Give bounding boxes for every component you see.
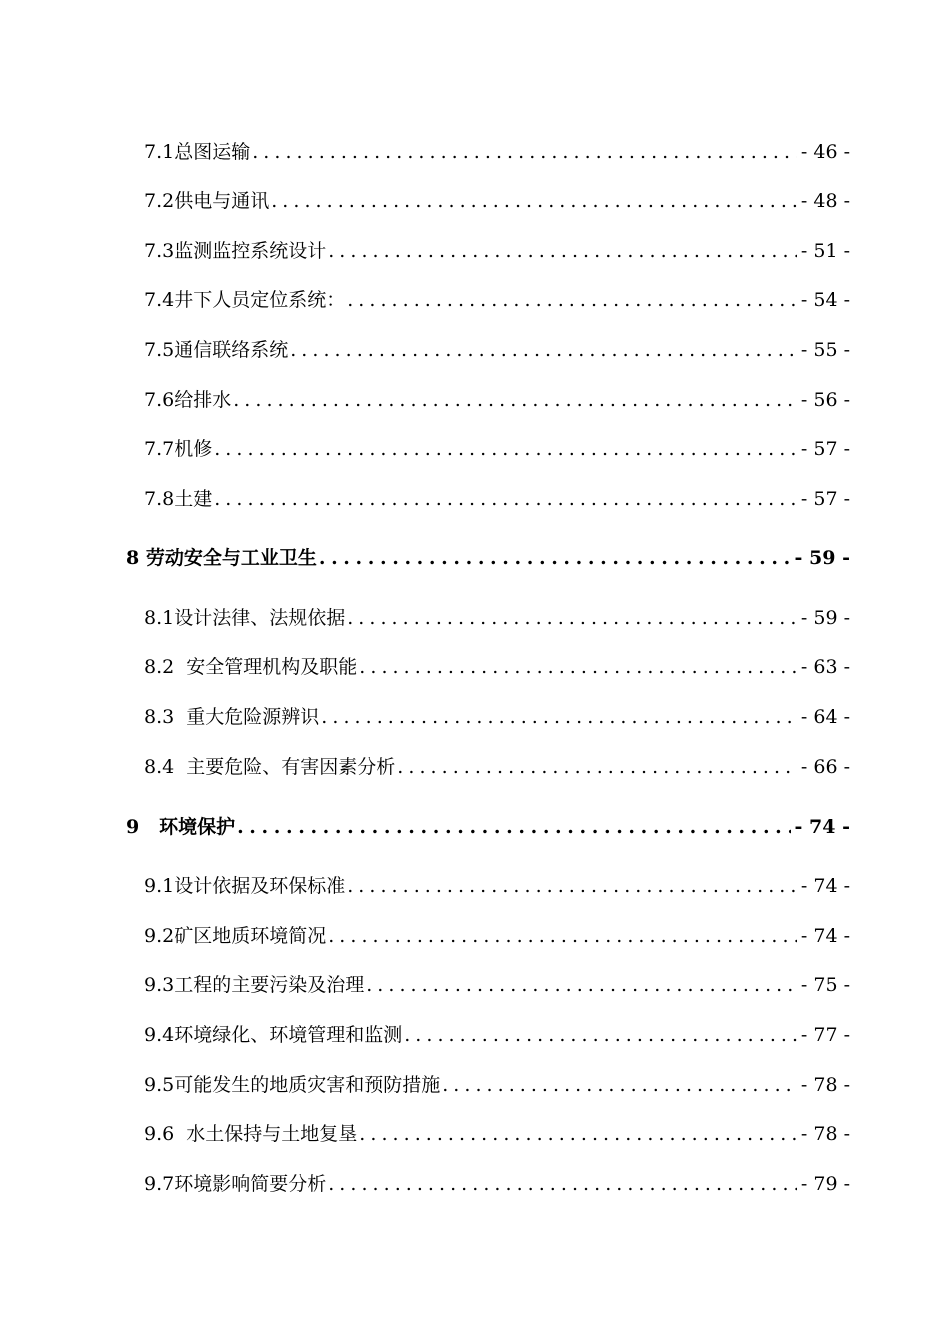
toc-entry-label: 9.2矿区地质环境简况 bbox=[144, 925, 327, 947]
toc-dot-leader bbox=[359, 1119, 797, 1149]
toc-entry-9-6[interactable] bbox=[144, 1119, 850, 1149]
toc-entry-9-2[interactable] bbox=[144, 921, 850, 951]
toc-page-number: - 77 - bbox=[800, 1024, 850, 1046]
toc-entry-8-2[interactable] bbox=[144, 652, 850, 682]
toc-dot-leader bbox=[252, 137, 797, 167]
toc-dot-leader bbox=[359, 652, 797, 682]
toc-entry-8-1[interactable] bbox=[144, 603, 850, 633]
toc-entry-label: 8.2 安全管理机构及职能 bbox=[144, 656, 358, 678]
toc-dot-leader bbox=[290, 335, 797, 365]
toc-entry-label: 7.8土建 bbox=[144, 488, 213, 510]
toc-entry-label: 7.2供电与通讯 bbox=[144, 190, 270, 212]
toc-entry-7-5[interactable] bbox=[144, 335, 850, 365]
toc-entry-label: 8.4 主要危险、有害因素分析 bbox=[144, 756, 396, 778]
toc-entry-9-5[interactable] bbox=[144, 1070, 850, 1100]
toc-page-number: - 63 - bbox=[800, 656, 850, 678]
toc-entry-7-1[interactable] bbox=[144, 137, 850, 167]
toc-entry-7-3[interactable] bbox=[144, 236, 850, 266]
toc-dot-leader bbox=[404, 1020, 797, 1050]
toc-entry-label: 9.3工程的主要污染及治理 bbox=[144, 974, 365, 996]
toc-dot-leader bbox=[237, 812, 790, 842]
toc-page-number: - 79 - bbox=[800, 1173, 850, 1195]
toc-page-number: - 55 - bbox=[800, 339, 850, 361]
toc-entry-label: 9.1设计依据及环保标准 bbox=[144, 875, 346, 897]
toc-entry-label: 9.4环境绿化、环境管理和监测 bbox=[144, 1024, 403, 1046]
toc-dot-leader bbox=[233, 385, 797, 415]
toc-dot-leader bbox=[347, 285, 797, 315]
toc-entry-9-3[interactable] bbox=[144, 970, 850, 1000]
toc-page-number: - 59 - bbox=[800, 607, 850, 629]
toc-entry-7-4[interactable] bbox=[144, 285, 850, 315]
toc-dot-leader bbox=[366, 970, 797, 1000]
toc-dot-leader bbox=[214, 484, 797, 514]
toc-entry-9-4[interactable] bbox=[144, 1020, 850, 1050]
toc-dot-leader bbox=[271, 186, 797, 216]
toc-dot-leader bbox=[328, 1169, 797, 1199]
toc-entry-7-8[interactable] bbox=[144, 484, 850, 514]
toc-entry-label: 8.3 重大危险源辨识 bbox=[144, 706, 320, 728]
toc-page-number: - 75 - bbox=[800, 974, 850, 996]
toc-page-number: - 78 - bbox=[800, 1123, 850, 1145]
toc-chapter-label: 8 劳动安全与工业卫生 bbox=[126, 547, 317, 569]
toc-page-number: - 59 - bbox=[794, 547, 850, 569]
toc-chapter-label: 9 环境保护 bbox=[126, 816, 236, 838]
toc-entry-label: 7.5通信联络系统 bbox=[144, 339, 289, 361]
toc-entry-9-7[interactable] bbox=[144, 1169, 850, 1199]
toc-dot-leader bbox=[328, 236, 797, 266]
toc-dot-leader bbox=[347, 603, 797, 633]
toc-dot-leader bbox=[397, 752, 797, 782]
toc-entry-label: 7.6给排水 bbox=[144, 389, 232, 411]
toc-entry-label: 7.3监测监控系统设计 bbox=[144, 240, 327, 262]
toc-dot-leader bbox=[442, 1070, 797, 1100]
toc-dot-leader bbox=[328, 921, 797, 951]
toc-entry-label: 8.1设计法律、法规依据 bbox=[144, 607, 346, 629]
toc-page-number: - 46 - bbox=[800, 141, 850, 163]
toc-page-number: - 51 - bbox=[800, 240, 850, 262]
toc-dot-leader bbox=[321, 702, 797, 732]
toc-entry-label: 7.4井下人员定位系统： bbox=[144, 289, 346, 311]
toc-entry-9-1[interactable] bbox=[144, 871, 850, 901]
toc-entry-label: 7.1总图运输 bbox=[144, 141, 251, 163]
toc-page-number: - 74 - bbox=[794, 816, 850, 838]
toc-page-number: - 78 - bbox=[800, 1074, 850, 1096]
toc-dot-leader bbox=[214, 434, 797, 464]
toc-entry-8-3[interactable] bbox=[144, 702, 850, 732]
toc-entry-7-2[interactable] bbox=[144, 186, 850, 216]
toc-page-number: - 48 - bbox=[800, 190, 850, 212]
toc-entry-label: 7.7机修 bbox=[144, 438, 213, 460]
toc-page-number: - 66 - bbox=[800, 756, 850, 778]
toc-chapter-9[interactable] bbox=[126, 812, 850, 842]
toc-entry-8-4[interactable] bbox=[144, 752, 850, 782]
toc-page-number: - 74 - bbox=[800, 875, 850, 897]
toc-entry-label: 9.5可能发生的地质灾害和预防措施 bbox=[144, 1074, 441, 1096]
toc-page-number: - 74 - bbox=[800, 925, 850, 947]
toc-entry-label: 9.7环境影响简要分析 bbox=[144, 1173, 327, 1195]
toc-entry-7-7[interactable] bbox=[144, 434, 850, 464]
toc-dot-leader bbox=[319, 543, 791, 573]
toc-page-number: - 54 - bbox=[800, 289, 850, 311]
toc-chapter-8[interactable] bbox=[126, 543, 850, 573]
toc-page-number: - 64 - bbox=[800, 706, 850, 728]
toc-page-number: - 57 - bbox=[800, 488, 850, 510]
toc-page-number: - 56 - bbox=[800, 389, 850, 411]
toc-dot-leader bbox=[347, 871, 797, 901]
toc-entry-7-6[interactable] bbox=[144, 385, 850, 415]
toc-page-number: - 57 - bbox=[800, 438, 850, 460]
toc-entry-label: 9.6 水土保持与土地复垦 bbox=[144, 1123, 358, 1145]
